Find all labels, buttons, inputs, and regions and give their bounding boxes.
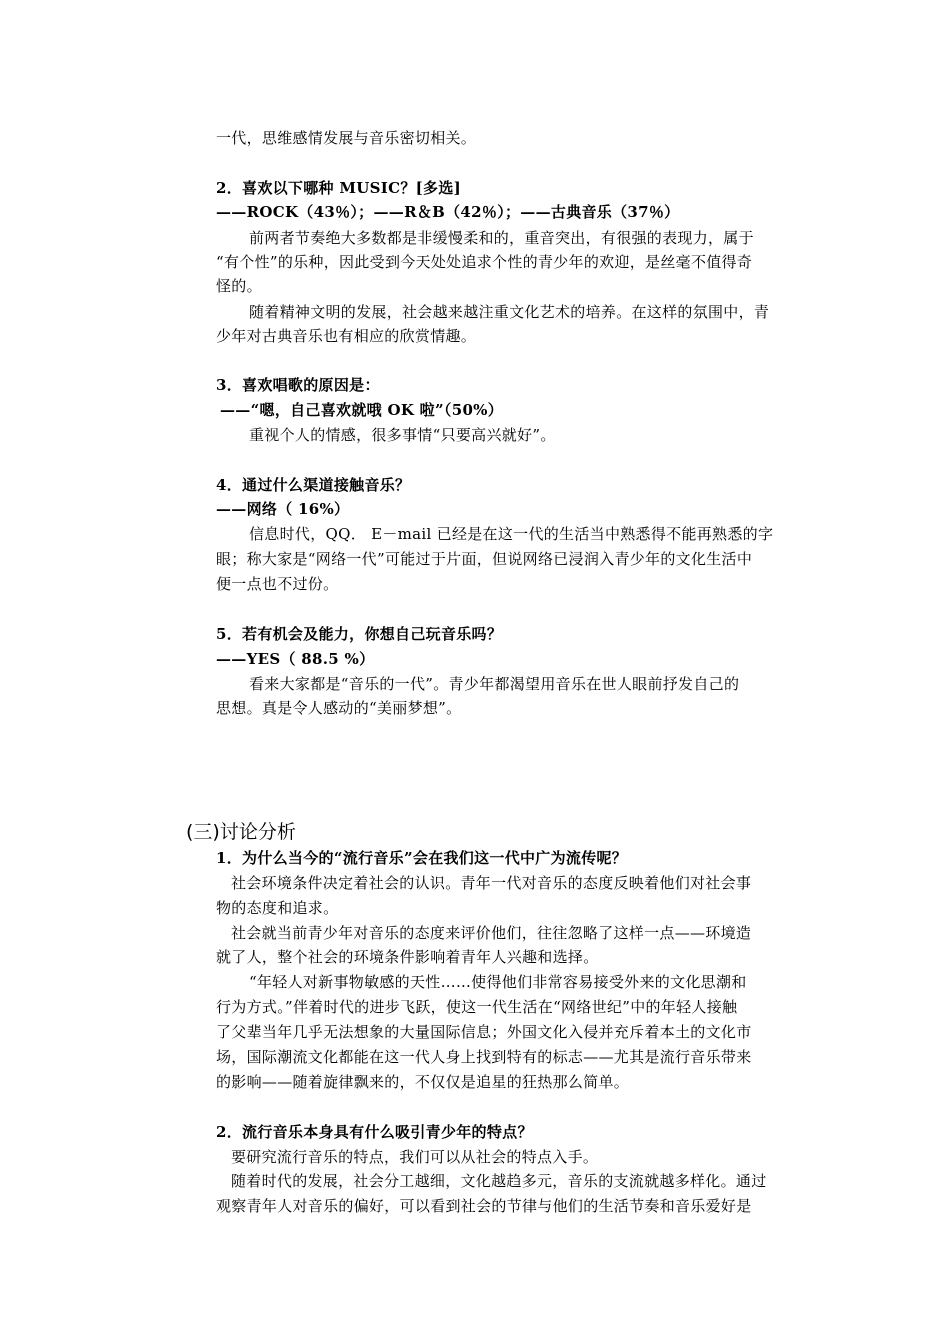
question-2-paragraph-2-line-2: 少年对古典音乐也有相应的欣赏情趣。	[216, 327, 477, 345]
question-4-paragraph-line-2: 眼；称大家是“网络一代”可能过于片面，但说网络已浸润入青少年的文化生活中	[216, 550, 753, 568]
question-4-answer: ——网络（ 16%）	[216, 500, 350, 518]
question-5-paragraph-line-1: 看来大家都是“音乐的一代”。青少年都渴望用音乐在世人眼前抒发自己的	[249, 675, 740, 693]
question-2-title: 2．喜欢以下哪种 MUSIC？[多选]	[216, 179, 462, 197]
discussion-2-paragraph-2-line-2: 观察青年人对音乐的偏好，可以看到社会的节律与他们的生活节奏和音乐爱好是	[216, 1197, 752, 1215]
question-2-paragraph-1-line-2: “有个性”的乐种，因此受到今天处处追求个性的青少年的欢迎，是丝毫不值得奇	[216, 253, 753, 271]
discussion-2-paragraph-1-line-1: 要研究流行音乐的特点，我们可以从社会的特点入手。	[231, 1148, 599, 1166]
question-5-paragraph-line-2: 思想。真是令人感动的“美丽梦想”。	[216, 699, 462, 717]
discussion-2-paragraph-2-line-1: 随着时代的发展，社会分工越细，文化越趋多元，音乐的支流就越多样化。通过	[231, 1172, 767, 1190]
question-5-answer: ——YES（ 88.5 %）	[216, 650, 375, 668]
discussion-2-title: 2．流行音乐本身具有什么吸引青少年的特点？	[216, 1123, 533, 1141]
question-4-paragraph-line-3: 便一点也不过份。	[216, 575, 339, 593]
question-2-paragraph-1-line-1: 前两者节奏绝大多数都是非缓慢柔和的，重音突出，有很强的表现力，属于	[249, 229, 754, 247]
discussion-1-paragraph-3-line-2: 行为方式。”伴着时代的进步飞跃，使这一代生活在“网络世纪”中的年轻人接触	[216, 998, 738, 1016]
section-heading: (三)讨论分析	[186, 821, 296, 843]
discussion-1-paragraph-1-line-1: 社会环境条件决定着社会的认识。青年一代对音乐的态度反映着他们对社会事	[231, 874, 752, 892]
discussion-1-paragraph-1-line-2: 物的态度和追求。	[216, 899, 339, 917]
question-3-title: 3．喜欢唱歌的原因是：	[216, 376, 380, 394]
discussion-1-paragraph-2-line-1: 社会就当前青少年对音乐的态度来评价他们，往往忽略了这样一点——环境造	[231, 924, 752, 942]
question-2-paragraph-1-line-3: 怪的。	[216, 277, 262, 295]
discussion-1-paragraph-3-line-3: 了父辈当年几乎无法想象的大量国际信息；外国文化入侵并充斥着本土的文化市	[216, 1023, 752, 1041]
discussion-1-title: 1．为什么当今的“流行音乐”会在我们这一代中广为流传呢？	[216, 849, 628, 867]
discussion-1-paragraph-3-line-4: 场，国际潮流文化都能在这一代人身上找到特有的标志——尤其是流行音乐带来	[216, 1048, 752, 1066]
question-3-paragraph-line-1: 重视个人的情感，很多事情“只要高兴就好”。	[249, 426, 556, 444]
question-3-answer: ——“嗯，自己喜欢就哦 OK 啦”（50%）	[220, 401, 504, 419]
discussion-1-paragraph-3-line-1: “年轻人对新事物敏感的天性……使得他们非常容易接受外来的文化思潮和	[249, 973, 747, 991]
question-4-paragraph-line-1: 信息时代，QQ． E－mail 已经是在这一代的生活当中熟悉得不能再熟悉的字	[249, 525, 774, 543]
intro-line: 一代，思维感情发展与音乐密切相关。	[216, 129, 477, 147]
question-2-paragraph-2-line-1: 随着精神文明的发展，社会越来越注重文化艺术的培养。在这样的氛围中，青	[249, 303, 770, 321]
question-2-answer: ——ROCK（43％）；——R＆B（42％）；——古典音乐（37％）	[216, 203, 680, 221]
question-4-title: 4．通过什么渠道接触音乐？	[216, 476, 411, 494]
question-5-title: 5．若有机会及能力，你想自己玩音乐吗？	[216, 625, 503, 643]
discussion-1-paragraph-3-line-5: 的影响——随着旋律飘来的，不仅仅是追星的狂热那么简单。	[216, 1073, 630, 1091]
discussion-1-paragraph-2-line-2: 就了人，整个社会的环境条件影响着青年人兴趣和选择。	[216, 948, 599, 966]
